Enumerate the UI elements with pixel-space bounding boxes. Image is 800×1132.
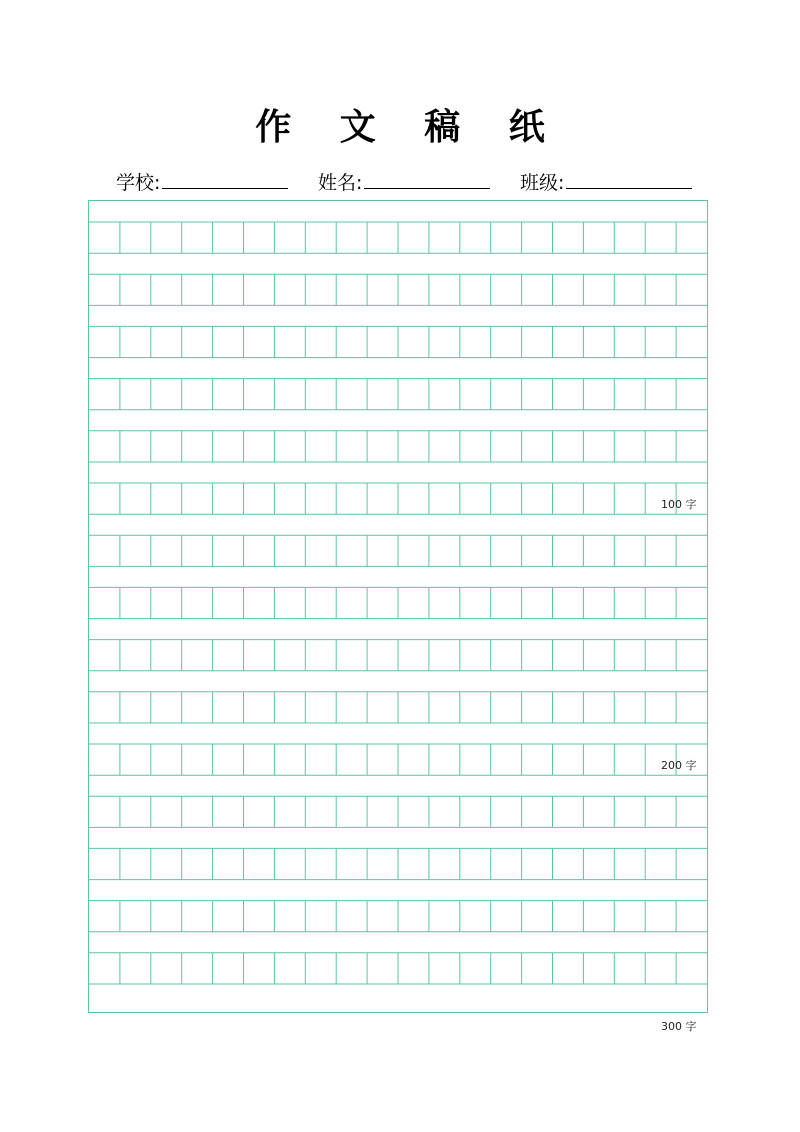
composition-grid (88, 200, 708, 1013)
school-field[interactable] (116, 168, 288, 197)
grid-lines (89, 201, 707, 1012)
class-field[interactable] (520, 168, 692, 197)
school-blank-line[interactable] (162, 168, 288, 189)
word-count-marker: 200 字 (661, 759, 697, 773)
name-label: 姓名: (318, 172, 363, 194)
page-title: 作 文 稿 纸 (255, 107, 563, 148)
word-count-marker: 300 字 (661, 1020, 697, 1034)
name-field[interactable] (318, 168, 490, 197)
word-count-marker: 100 字 (661, 498, 697, 512)
class-label: 班级: (520, 172, 565, 194)
name-blank-line[interactable] (364, 168, 490, 189)
info-row (116, 168, 716, 196)
school-label: 学校: (116, 172, 161, 194)
class-blank-line[interactable] (566, 168, 692, 189)
